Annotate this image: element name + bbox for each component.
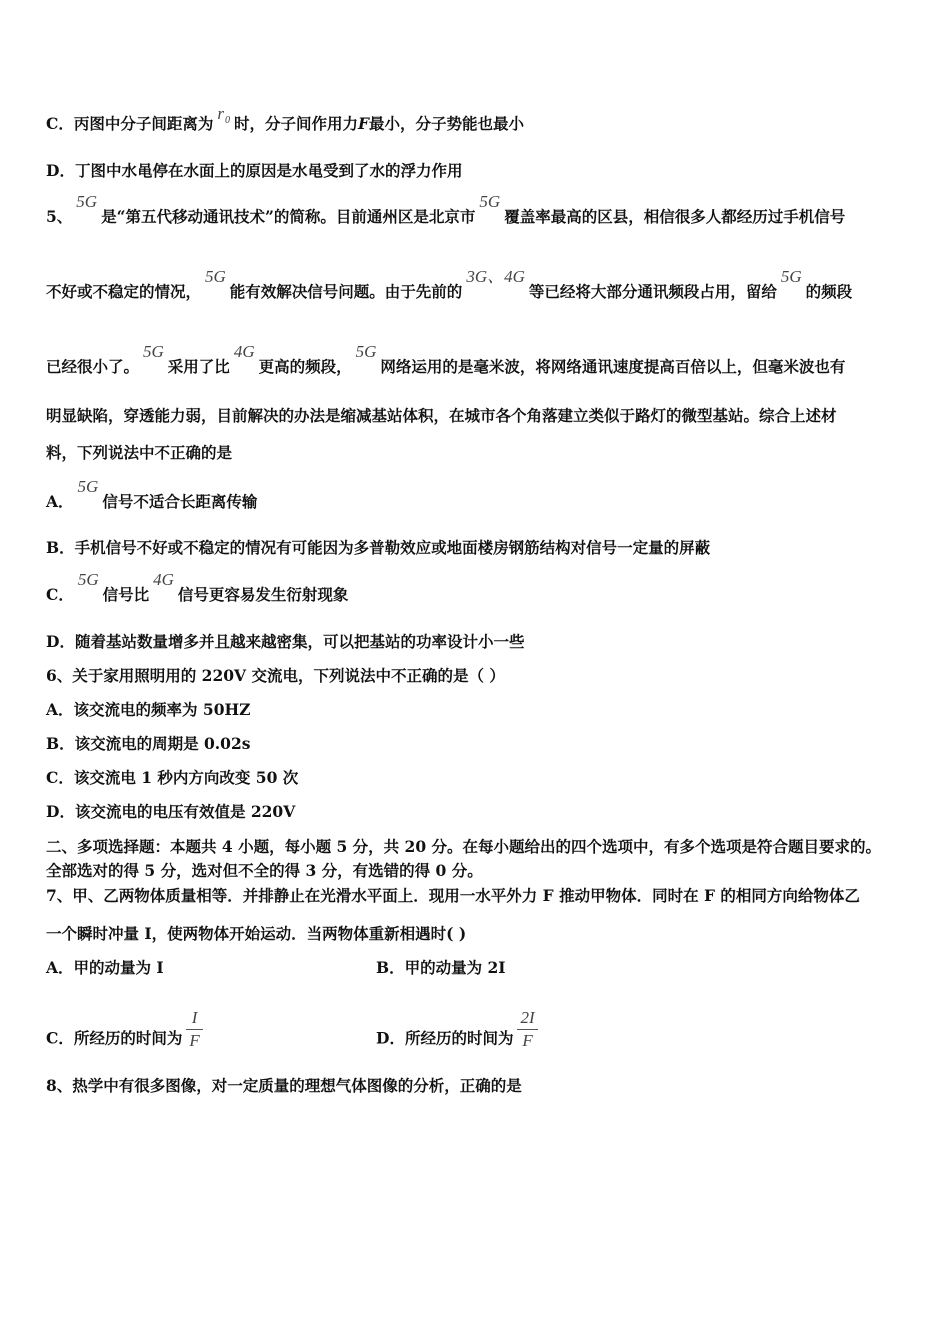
q5-option-b: B．手机信号不好或不稳定的情况有可能因为多普勒效应或地面楼房钢筋结构对信号一定量的屏蔽 <box>46 538 711 557</box>
math-r: r <box>217 104 224 123</box>
math-5g: 5G <box>479 192 501 211</box>
math-r-subscript: 0 <box>224 115 230 126</box>
q5-text-3c: 更高的频段， <box>258 357 352 376</box>
math-5g: 5G <box>77 570 99 589</box>
q7-option-a: A．甲的动量为 I <box>46 958 164 977</box>
q5-option-c-label: C． <box>46 585 74 604</box>
math-r0 <box>217 104 230 127</box>
q5-stem-line-5: 料，下列说法中不正确的是 <box>46 443 233 462</box>
fraction-2i-over-f <box>517 1007 537 1052</box>
math-4g: 4G <box>153 570 174 589</box>
fraction-denominator: F <box>522 1031 533 1050</box>
math-3g-4g: 3G、4G <box>466 267 525 286</box>
q5-text-2b: 能有效解决信号问题。由于先前的 <box>229 282 463 301</box>
q5-stem-line-2 <box>46 267 853 302</box>
q6-option-c: C．该交流电 1 秒内方向改变 50 次 <box>46 768 299 787</box>
math-4g: 4G <box>233 342 255 361</box>
q5-option-c <box>46 570 349 605</box>
q5-text-3a: 已经很小了。 <box>46 357 140 376</box>
fraction-i-over-f <box>186 1007 202 1052</box>
fraction-numerator: 2I <box>517 1007 537 1030</box>
q7-option-d <box>376 1008 538 1062</box>
math-5g: 5G <box>76 192 98 211</box>
q5-stem-line-1 <box>46 192 846 227</box>
q5-option-c-text-2: 信号更容易发生衍射现象 <box>177 585 349 604</box>
q5-text-3b: 采用了比 <box>167 357 230 376</box>
q5-option-a-text: 信号不适合长距离传输 <box>102 492 258 511</box>
q8-stem: 8、热学中有很多图像，对一定质量的理想气体图像的分析，正确的是 <box>46 1076 522 1095</box>
math-5g: 5G <box>355 342 377 361</box>
q4-option-c-text: C．丙图中分子间距离为 <box>46 114 214 133</box>
math-f: F <box>357 114 369 133</box>
q6-stem: 6、关于家用照明用的 220V 交流电，下列说法中不正确的是（ ） <box>46 666 505 685</box>
q4-option-c-text-2: 时，分子间作用力 <box>233 114 358 133</box>
q5-text-1a: 是“第五代移动通讯技术”的简称。目前通州区是北京市 <box>101 207 476 226</box>
math-5g: 5G <box>143 342 164 361</box>
q4-option-c <box>46 104 525 137</box>
q6-option-b: B．该交流电的周期是 0.02s <box>46 734 251 753</box>
q7-stem-line-1: 7、甲、乙两物体质量相等．并排静止在光滑水平面上．现用一水平外力 F 推动甲物体．同时在 F 的相同方向给物体乙 <box>46 886 860 905</box>
section-2-heading: 二、多项选择题：本题共 4 小题，每小题 5 分，共 20 分。在每小题给出的四个选项中，有多个选项是符合题目要求的。 <box>46 837 882 856</box>
q5-text-2a: 不好或不稳定的情况， <box>46 282 202 301</box>
q4-option-d: D．丁图中水黾停在水面上的原因是水黾受到了水的浮力作用 <box>46 161 463 180</box>
section-2-note: 全部选对的得 5 分，选对但不全的得 3 分，有选错的得 0 分。 <box>46 861 483 880</box>
q5-option-c-text: 信号比 <box>102 585 150 604</box>
q7-option-c-text: C．所经历的时间为 <box>46 1028 183 1048</box>
q5-text-1b: 覆盖率最高的区县，相信很多人都经历过手机信号 <box>504 207 846 226</box>
math-5g: 5G <box>780 267 802 286</box>
q7-stem-line-2: 一个瞬时冲量 I，使两物体开始运动．当两物体重新相遇时( ) <box>46 924 467 943</box>
q7-option-c <box>46 1008 203 1062</box>
q5-stem-line-3 <box>46 342 846 377</box>
q5-option-d: D．随着基站数量增多并且越来越密集，可以把基站的功率设计小一些 <box>46 632 525 651</box>
q7-option-d-text: D．所经历的时间为 <box>376 1028 514 1048</box>
math-5g: 5G <box>205 267 226 286</box>
q7-option-b: B．甲的动量为 2I <box>376 958 506 977</box>
q5-text-2c: 等已经将大部分通讯频段占用，留给 <box>528 282 777 301</box>
q6-option-d: D．该交流电的电压有效值是 220V <box>46 802 296 821</box>
q5-stem-line-4: 明显缺陷，穿透能力弱，目前解决的办法是缩减基站体积，在城市各个角落建立类似于路灯的微型基站。综合上述材 <box>46 406 837 425</box>
q4-option-c-text-3: 最小，分子势能也最小 <box>369 114 525 133</box>
q6-option-a: A．该交流电的频率为 50HZ <box>46 700 251 719</box>
q5-text-3d: 网络运用的是毫米波，将网络通讯速度提高百倍以上，但毫米波也有 <box>380 357 846 376</box>
math-5g: 5G <box>77 477 99 496</box>
fraction-denominator: F <box>189 1031 200 1050</box>
q5-number: 5、 <box>46 207 73 226</box>
fraction-numerator: I <box>186 1007 202 1030</box>
q5-text-2d: 的频段 <box>805 282 853 301</box>
q5-option-a-label: A． <box>46 492 74 511</box>
q5-option-a <box>46 477 258 512</box>
